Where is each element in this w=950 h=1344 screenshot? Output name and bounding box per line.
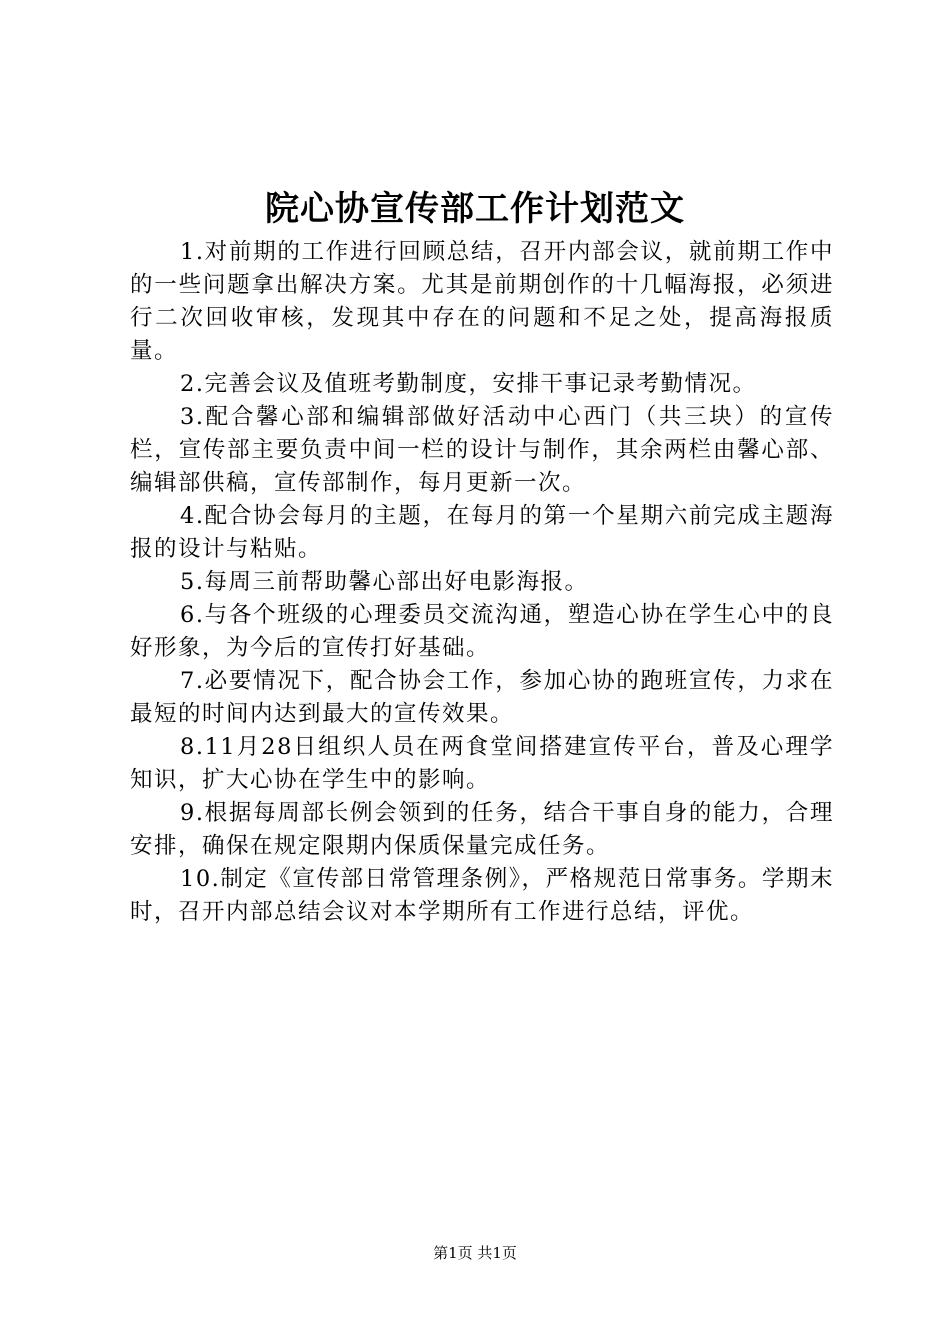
paragraph-6: 6.与各个班级的心理委员交流沟通，塑造心协在学生心中的良好形象，为今后的宣传打好基础。 [130,602,834,661]
paragraph-5: 5.每周三前帮助馨心部出好电影海报。 [180,569,589,595]
paragraph-2: 2.完善会议及值班考勤制度，安排干事记录考勤情况。 [180,371,757,397]
paragraph-1: 1.对前期的工作进行回顾总结，召开内部会议，就前期工作中的一些问题拿出解决方案。尤其是前期创作的十几幅海报，必须进行二次回收审核，发现其中存在的问题和不足之处，提高海报质量。 [130,239,834,364]
paragraph-3: 3.配合馨心部和编辑部做好活动中心西门（共三块）的宣传栏，宣传部主要负责中间一栏的设计与制作，其余两栏由馨心部、编辑部供稿，宣传部制作，每月更新一次。 [130,404,834,496]
paragraph-9: 9.根据每周部长例会领到的任务，结合干事自身的能力，合理安排，确保在规定限期内保质保量完成任务。 [130,800,834,859]
paragraph-8: 8.11月28日组织人员在两食堂间搭建宣传平台，普及心理学知识，扩大心协在学生中的影响。 [130,734,834,793]
paragraph-4: 4.配合协会每月的主题，在每月的第一个星期六前完成主题海报的设计与粘贴。 [130,503,834,562]
document-body [130,236,834,929]
page-footer: 第1页 共1页 [433,1244,517,1262]
paragraph-10: 10.制定《宣传部日常管理条例》，严格规范日常事务。学期末时，召开内部总结会议对本学期所有工作进行总结，评优。 [130,866,834,925]
document-title: 院心协宣传部工作计划范文 [265,189,685,229]
paragraph-7: 7.必要情况下，配合协会工作，参加心协的跑班宣传，力求在最短的时间内达到最大的宣传效果。 [130,668,834,727]
